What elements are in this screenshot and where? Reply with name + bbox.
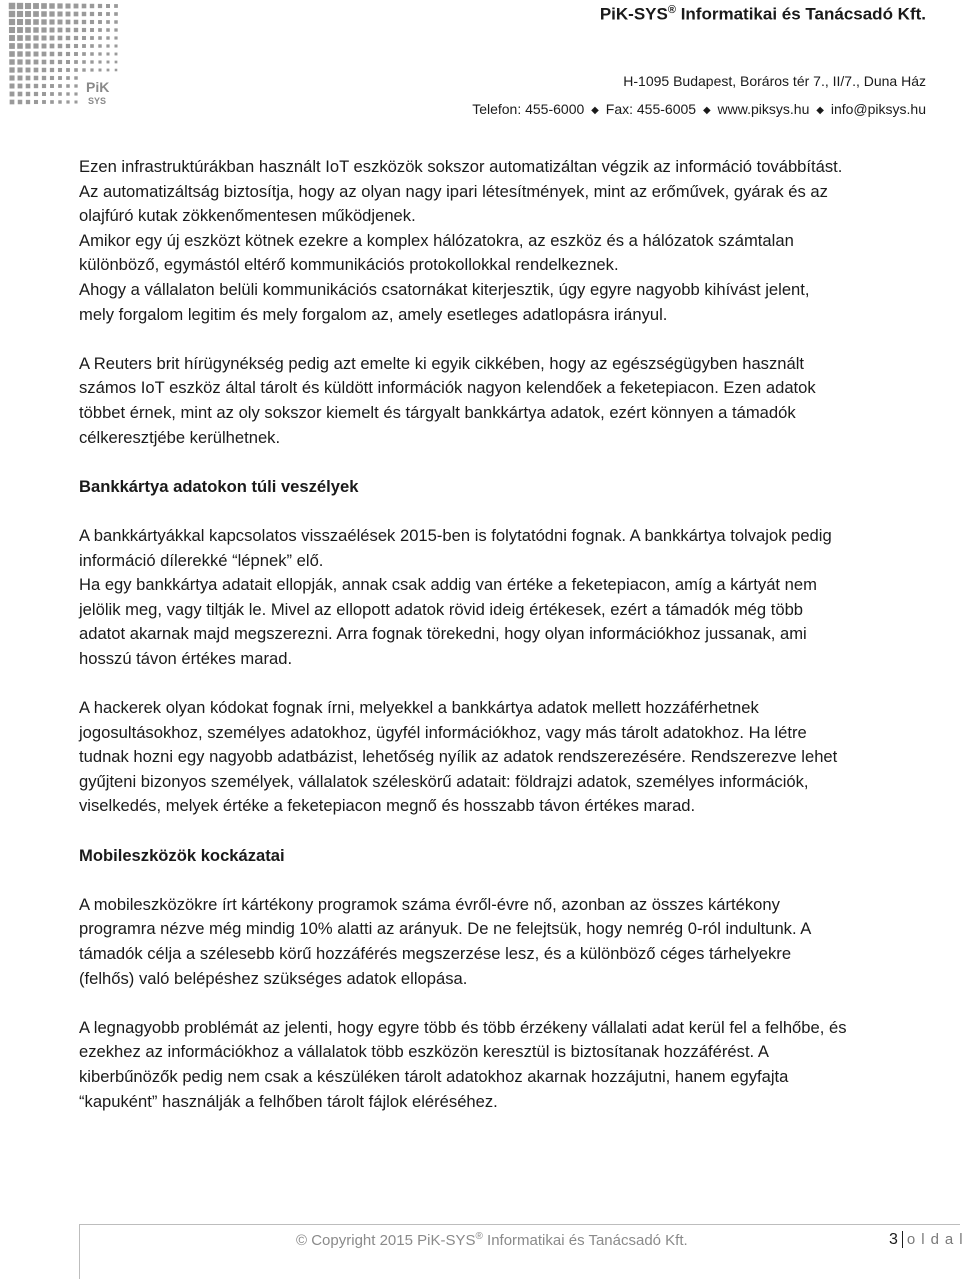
logo-dot [17, 59, 22, 64]
logo-dot [74, 28, 78, 32]
logo-dot [25, 11, 31, 17]
company-name [600, 4, 926, 25]
logo-dot [33, 11, 39, 17]
logo-dot [18, 84, 23, 89]
logo-dot [82, 68, 85, 71]
contact-line [472, 101, 926, 117]
logo-dot [98, 68, 101, 71]
logo-dot [74, 76, 77, 79]
logo-dot [82, 52, 86, 56]
logo-dot [25, 3, 31, 9]
logo-dot [17, 35, 23, 41]
logo-dot [49, 19, 54, 24]
website-link[interactable]: www.piksys.hu [717, 101, 810, 117]
logo-dot [106, 12, 110, 16]
logo-dot [34, 76, 39, 81]
logo-dot [41, 3, 47, 9]
section-heading: Mobileszközök kockázatai [79, 845, 285, 865]
logo-dot [74, 84, 77, 87]
logo-dot [9, 11, 15, 17]
logo-dot [66, 60, 70, 64]
logo-dot [98, 20, 102, 24]
logo-dot [66, 44, 70, 48]
logo-dot [9, 19, 15, 25]
logo-dot [25, 59, 30, 64]
company-name-suffix: Informatikai és Tanácsadó Kft. [675, 4, 926, 24]
logo-dot [9, 51, 15, 57]
logo-text-pik: PiK [86, 79, 110, 95]
copyright-prefix: © Copyright 2015 PiK-SYS [296, 1232, 476, 1249]
logo-dot [42, 52, 47, 57]
logo-dot [50, 52, 55, 57]
logo-dot [9, 67, 14, 72]
phone-number: Telefon: 455-6000 [472, 101, 585, 117]
paragraph: A bankkártyákkal kapcsolatos visszaélések 2015-ben is folytatódni fognak. A bankkártya tolvajok pedig információ dílerekké “lépnek” elő. [79, 525, 832, 570]
logo-dot [33, 35, 38, 40]
email-link[interactable]: info@piksys.hu [830, 101, 926, 117]
logo-dot [42, 92, 46, 96]
page-word: oldal [906, 1231, 969, 1248]
logo-dot [66, 52, 70, 56]
logo-dot [74, 52, 78, 56]
diamond-separator-icon: ◆ [591, 105, 599, 116]
footer-left-border [79, 1224, 80, 1279]
logo-dot [106, 20, 110, 24]
logo-dot [90, 4, 94, 8]
logo-dot [34, 92, 38, 96]
logo-dot [9, 27, 15, 33]
logo-dot [66, 12, 71, 17]
logo-dot [58, 68, 62, 72]
logo-dot [82, 4, 87, 9]
company-name-main: PiK-SYS [599, 4, 668, 24]
logo-dot [90, 36, 94, 40]
logo-dot [10, 92, 15, 97]
paragraph: A mobileszközökre írt kártékony programok száma évről-évre nő, azonban az összes kártékony programra nézve még mindig 10% alatti az arányuk. De ne felejtsük, hogy nemrég 0-ról indultunk. A támadók célja a szélesebb körű hozzáférés megszerzése lesz, és a különböző céges tárhelyekre (felhős) való belépéshez szükséges adatok ellopása. [79, 894, 811, 988]
copyright-suffix: Informatikai és Tanácsadó Kft. [482, 1232, 688, 1249]
logo-dot [66, 36, 70, 40]
logo-dot [26, 84, 31, 89]
logo-dot [115, 61, 118, 64]
logo-dot [106, 44, 109, 47]
logo-dot [74, 68, 78, 72]
logo-text-sys: SYS [88, 96, 107, 106]
fax-number: Fax: 455-6005 [605, 101, 697, 117]
logo-dot [90, 60, 93, 63]
logo-dot [98, 28, 102, 32]
logo-dot [115, 53, 118, 56]
logo-dot [66, 100, 69, 103]
footer-divider [79, 1224, 960, 1225]
logo-dot [58, 28, 63, 33]
logo-dot [114, 20, 117, 23]
logo-dot [50, 60, 54, 64]
logo-dot [114, 36, 117, 39]
logo-dot [58, 92, 62, 96]
logo-dot [90, 20, 94, 24]
logo-dot [74, 44, 78, 48]
footer-copyright [296, 1231, 688, 1249]
logo-dot [90, 68, 93, 71]
logo-dot [58, 36, 63, 41]
logo-dot [42, 76, 46, 80]
logo-dot [58, 20, 63, 25]
logo-dot [26, 76, 31, 81]
logo-dot [57, 11, 62, 16]
logo-dot [9, 59, 14, 64]
logo-dot [98, 52, 101, 55]
paragraph: A Reuters brit hírügynékség pedig azt emelte ki egyik cikkében, hogy az egészségügyben használt számos IoT eszköz által tárolt és küldött információk nagyon kelendőek a feketepiacon. Ezen adatok többet érnek, mint az oly sokszor kiemelt és tárgyalt bankkártya adatok, ezért könnyen a támadók célkeresztjébe kerülhetnek. [79, 353, 816, 447]
diamond-separator-icon: ◆ [816, 105, 824, 116]
logo-dot [42, 84, 46, 88]
logo-dot [50, 92, 54, 96]
logo-dot [34, 84, 38, 88]
logo-dot [33, 3, 39, 9]
logo-dot [58, 52, 62, 56]
logo-dot [26, 92, 30, 96]
logo-dot [66, 92, 69, 95]
logo-dot [25, 27, 31, 33]
logo-dot-grid [6, 0, 124, 110]
logo-dot [26, 68, 31, 73]
logo-dot [41, 19, 46, 24]
logo-dot [17, 43, 23, 49]
logo-dot [26, 100, 30, 104]
logo-dot [90, 44, 94, 48]
logo-dot [10, 84, 15, 89]
logo-dot [25, 19, 31, 25]
logo-dot [114, 28, 117, 31]
logo-dot [9, 3, 16, 10]
logo-dot [58, 44, 62, 48]
logo-dot [106, 36, 109, 39]
logo-dot [74, 4, 79, 9]
logo-dot [58, 100, 61, 103]
logo-dot [114, 4, 118, 8]
logo-dot [17, 27, 23, 33]
logo-dot [10, 100, 15, 105]
company-address: H-1095 Budapest, Boráros tér 7., II/7., Duna Ház [623, 73, 926, 89]
logo-dot [42, 68, 46, 72]
logo-dot [98, 44, 101, 47]
logo-dot [82, 36, 86, 40]
logo-dot [17, 19, 23, 25]
logo-dot [33, 43, 38, 48]
logo-dot [74, 36, 78, 40]
paragraph: Ezen infrastruktúrákban használt IoT eszközök sokszor automatizáltan végzik az információ továbbítást. Az automatizáltság biztosítja, hogy az olyan nagy ipari létesítmények, mint az erőművek, gyárak és az olajfúró kutak zökkenőmentesen működjenek. [79, 157, 843, 226]
logo-dot [82, 44, 86, 48]
logo-dot [9, 75, 14, 80]
logo-dot [33, 19, 39, 25]
logo-dot [90, 52, 94, 56]
logo-dot [33, 27, 38, 32]
logo-dot [18, 92, 23, 97]
logo-dot [98, 4, 102, 8]
paragraph: Ha egy bankkártya adatait ellopják, annak csak addig van értéke a feketepiacon, amíg a kártyát nem jelölik meg, vagy tiltják le. Mivel az ellopott adatok rövid ideig értékesek, ezért a támadók még több adatot akarnak majd megszerezni. Arra fognak törekedni, hogy olyan információkhoz jussanak, ami hosszú távon értékes marad. [79, 575, 817, 668]
logo-dot [34, 68, 39, 73]
paragraph: A hackerek olyan kódokat fognak írni, melyekkel a bankkártya adatok mellett hozzáférhetnek jogosultásokhoz, személyes adatokhoz, ügyfél információkhoz, vagy más tárolt adatokhoz. Ha létre tudnak hozni egy nagyobb adatbázist, lehetőség nyílik az adatok rendszerezésére. Rendszerezve lehet gyűjteni bizonyos személyek, vállalatok széleskörű adatait: földrajzi adatok, személyes információk, viselkedés, melyek értéke a feketepiacon megnő és hosszabb távon értékes marad. [79, 698, 838, 816]
logo-dot [82, 60, 86, 64]
logo-dot [34, 60, 39, 65]
paragraph: Amikor egy új eszközt kötnek ezekre a komplex hálózatokra, az eszköz és a hálózatok számtalan különböző, egymástól eltérő kommunikációs protokollokkal rendelkeznek. [79, 230, 794, 275]
logo-dot [66, 20, 71, 25]
logo-dot [66, 84, 70, 88]
logo-dot [74, 60, 78, 64]
registered-mark: ® [475, 1231, 483, 1242]
logo-dot [50, 84, 54, 88]
logo-dot [25, 51, 30, 56]
logo-dot [49, 3, 54, 8]
logo-dot [106, 28, 110, 32]
logo-dot [74, 100, 77, 103]
logo-dot [41, 35, 46, 40]
page-number-value: 3 [889, 1231, 898, 1248]
logo-dot [98, 36, 102, 40]
logo-dot [9, 43, 15, 49]
logo-dot [34, 52, 39, 57]
logo-dot [25, 43, 30, 48]
logo-dot [107, 61, 110, 64]
logo-dot [58, 76, 62, 80]
logo-dot [50, 68, 54, 72]
logo-dot [18, 100, 22, 104]
logo-dot [50, 36, 55, 41]
logo-dot [98, 12, 102, 16]
document-body [79, 155, 849, 1139]
logo-dot [50, 44, 55, 49]
logo-dot [17, 3, 23, 9]
logo-dot [90, 12, 94, 16]
logo-dot [17, 11, 23, 17]
page-number [889, 1231, 969, 1249]
logo-dot [49, 27, 54, 32]
logo-dot [17, 51, 22, 56]
logo-dot [58, 84, 62, 88]
logo-dot [66, 28, 71, 33]
logo-dot [106, 52, 109, 55]
logo-dot [114, 12, 118, 16]
logo-dot [66, 76, 70, 80]
registered-mark: ® [667, 4, 676, 16]
logo-dot [49, 11, 54, 16]
logo-dot [34, 100, 38, 104]
section-heading: Bankkártya adatokon túli veszélyek [79, 476, 359, 496]
company-logo [6, 0, 124, 110]
logo-dot [106, 4, 110, 8]
diamond-separator-icon: ◆ [702, 105, 711, 116]
logo-dot [57, 3, 62, 8]
logo-dot [58, 60, 62, 64]
page-number-divider [902, 1231, 903, 1248]
logo-dot [17, 67, 22, 72]
logo-dot [114, 44, 117, 47]
logo-dot [107, 69, 110, 72]
paragraph: A legnagyobb problémát az jelenti, hogy egyre több és több érzékeny vállalati adat kerül fel a felhőbe, és ezekhez az információkhoz a vállalatok több eszközön keresztül is biztosítanak hozzáférést. A kiberbűnözők pedig nem csak a készüléken tárolt adatokhoz akarnak hozzájutni, hanem egyfajta “kapuként” használják a felhőben tárolt fájlok eléréséhez. [79, 1017, 847, 1111]
logo-dot [74, 20, 79, 25]
logo-dot [50, 76, 54, 80]
logo-dot [41, 27, 46, 32]
logo-dot [42, 60, 47, 65]
logo-dot [82, 12, 86, 16]
logo-dot [41, 11, 47, 17]
logo-dot [82, 28, 86, 32]
logo-dot [25, 35, 30, 40]
logo-dot [115, 69, 118, 72]
logo-dot [42, 100, 46, 104]
logo-dot [18, 76, 23, 81]
logo-dot [65, 3, 70, 8]
logo-dot [90, 28, 94, 32]
logo-dot [42, 44, 47, 49]
paragraph: Ahogy a vállalaton belüli kommunikációs csatornákat kiterjesztik, úgy egyre nagyobb kihívást jelent, mely forgalom legitim és mely forgalom az, amely esetleges adatlopásra irányul. [79, 279, 810, 324]
logo-dot [74, 92, 77, 95]
logo-dot [82, 20, 86, 24]
logo-dot [74, 12, 79, 17]
logo-dot [9, 35, 15, 41]
logo-dot [98, 60, 101, 63]
logo-dot [66, 68, 70, 72]
logo-dot [50, 100, 54, 104]
